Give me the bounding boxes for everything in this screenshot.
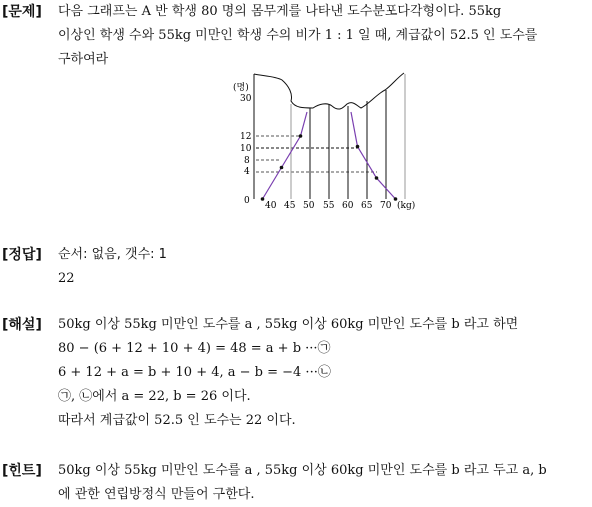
solution-line: 6 + 12 + a = b + 10 + 4, a − b = −4 ···㉡: [58, 365, 331, 380]
hint-line: 에 관한 연립방정식 만들어 구한다.: [58, 487, 255, 502]
y-tick-label: 10: [240, 144, 252, 154]
polygon-line-right: [351, 112, 396, 199]
hint-line: 50kg 이상 55kg 미만인 도수를 a , 55kg 이상 60kg 미만인 도수를 b 라고 두고 a, b: [58, 463, 547, 478]
problem-text: [58, 0, 590, 72]
solution-text: [58, 313, 590, 433]
polygon-line-left: [263, 112, 308, 199]
polygon-point: [280, 166, 284, 170]
polygon-point: [261, 197, 265, 201]
x-tick-label: 55: [323, 201, 335, 211]
y-tick-label: 8: [244, 156, 250, 166]
answer-text: [58, 243, 590, 291]
problem-line: 다음 그래프는 A 반 학생 80 명의 몸무게를 나타낸 도수분포다각형이다. 55kg: [58, 4, 502, 19]
answer-line: 순서: 없음, 갯수: 1: [58, 247, 167, 262]
frequency-polygon-figure: [227, 68, 417, 216]
hint-tag: [힌트]: [2, 463, 42, 479]
problem-line: 이상인 학생 수와 55kg 미만인 학생 수의 비가 1 : 1 일 때, 계급값이 52.5 인 도수를: [58, 28, 538, 43]
hint-text: [58, 459, 590, 507]
y-axis-unit: (명): [233, 83, 249, 93]
problem-tag: [문제]: [2, 4, 42, 20]
x-tick-label: 50: [303, 201, 315, 211]
origin-label: 0: [244, 196, 250, 206]
x-tick-label: 70: [380, 201, 392, 211]
x-tick-label: 60: [342, 201, 354, 211]
polygon-point: [375, 176, 379, 180]
y-tick-label: 12: [240, 132, 252, 142]
answer-value: 22: [58, 271, 75, 286]
solution-tag: [해설]: [2, 317, 42, 333]
solution-line: 50kg 이상 55kg 미만인 도수를 a , 55kg 이상 60kg 미만인 도수를 b 라고 하면: [58, 317, 519, 332]
polygon-point: [356, 145, 360, 149]
broken-axis-wave: [254, 73, 404, 109]
x-tick-label: 45: [284, 201, 296, 211]
y-tick-label: 4: [244, 167, 250, 177]
x-tick-label: 40: [265, 201, 277, 211]
problem-line: 구하여라: [58, 52, 109, 67]
solution-line: ㉠, ㉡에서 a = 22, b = 26 이다.: [58, 389, 251, 404]
y-tick-top: 30: [240, 94, 252, 104]
answer-tag: [정답]: [2, 247, 42, 263]
solution-line: 따라서 계급값이 52.5 인 도수는 22 이다.: [58, 413, 296, 428]
x-axis-unit: (kg): [397, 201, 416, 211]
solution-line: 80 − (6 + 12 + 10 + 4) = 48 = a + b ···㉠: [58, 341, 331, 356]
polygon-point: [299, 134, 303, 138]
x-tick-label: 65: [361, 201, 373, 211]
